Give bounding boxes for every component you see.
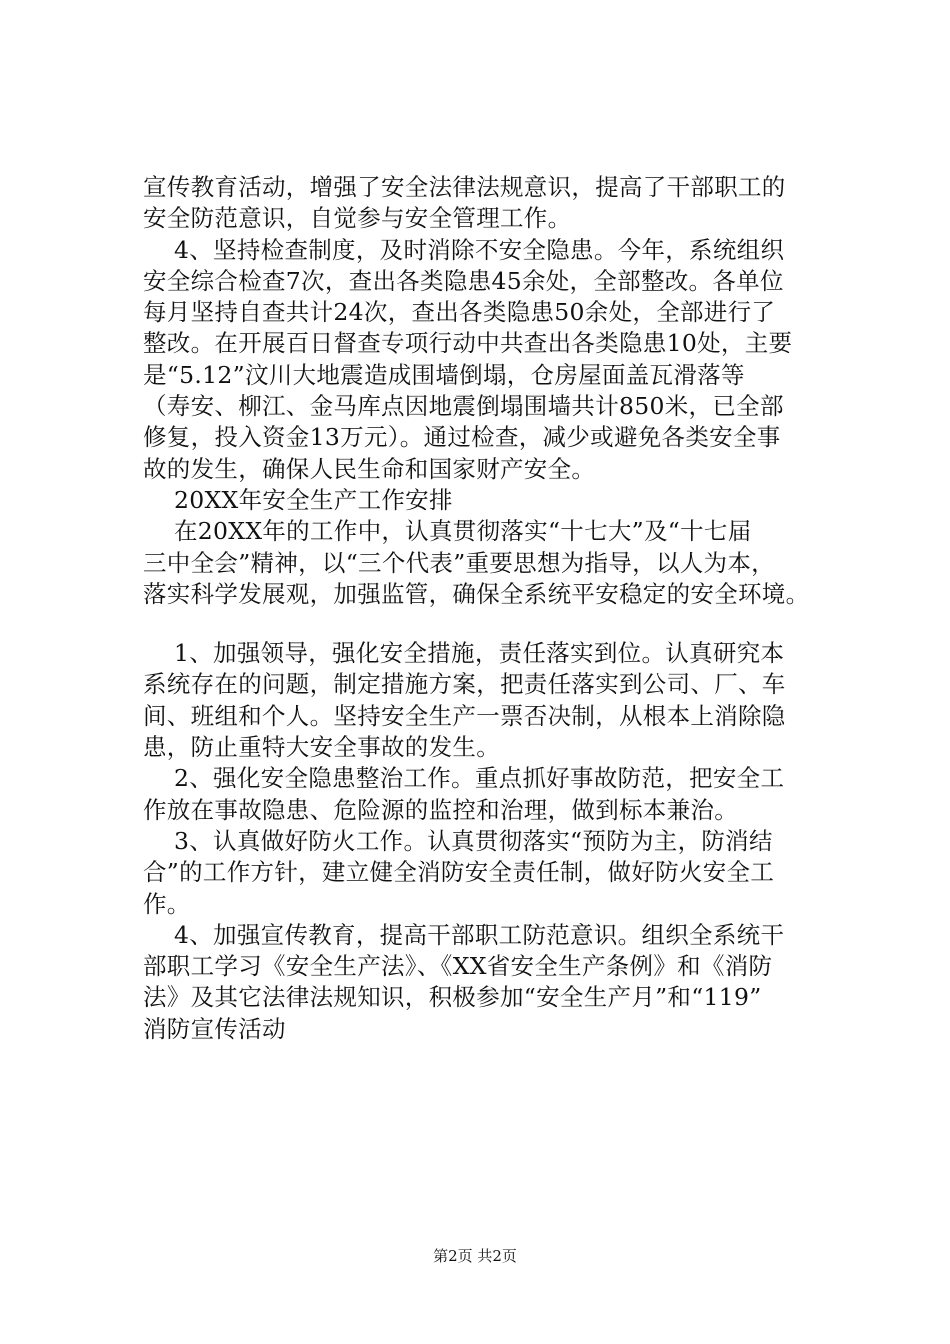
text-line: 1、加强领导，强化安全措施，责任落实到位。认真研究本 — [174, 639, 785, 668]
paragraph — [143, 826, 843, 920]
text-line: 合”的工作方针，建立健全消防安全责任制，做好防火安全工 — [143, 858, 775, 887]
text-line: 消防宣传活动 — [143, 1014, 286, 1043]
text-line: （寿安、柳江、金马库点因地震倒塌围墙共计850米，已全部 — [143, 392, 784, 421]
text-line: 3、认真做好防火工作。认真贯彻落实“预防为主，防消结 — [174, 826, 773, 855]
text-line: 间、班组和个人。坚持安全生产一票否决制，从根本上消除隐 — [143, 701, 786, 730]
text-line: 宣传教育活动，增强了安全法律法规意识，提高了干部职工的 — [143, 173, 786, 201]
text-line: 4、加强宣传教育，提高干部职工防范意识。组织全系统干 — [174, 920, 785, 949]
text-line: 安全综合检查7次，查出各类隐患45余处，全部整改。各单位 — [143, 266, 784, 295]
page-footer: 第2页 共2页 — [433, 1247, 517, 1265]
paragraph — [143, 763, 843, 826]
paragraph — [143, 516, 843, 610]
text-line: 作放在事故隐患、危险源的监控和治理，做到标本兼治。 — [143, 795, 738, 824]
paragraph — [143, 235, 843, 485]
text-line: 在20XX年的工作中，认真贯彻落实“十七大”及“十七届 — [174, 517, 752, 546]
paragraph — [143, 920, 843, 1045]
text-line: 部职工学习《安全生产法》、《XX省安全生产条例》和《消防 — [143, 952, 773, 981]
text-line: 作。 — [143, 889, 191, 918]
text-line: 三中全会”精神，以“三个代表”重要思想为指导，以人为本， — [143, 548, 775, 577]
paragraph — [143, 172, 843, 235]
text-line: 修复，投入资金13万元）。通过检查，减少或避免各类安全事 — [143, 423, 781, 452]
text-line: 故的发生，确保人民生命和国家财产安全。 — [143, 454, 596, 483]
text-line: 系统存在的问题，制定措施方案，把责任落实到公司、厂、车 — [143, 670, 786, 699]
text-line: 2、强化安全隐患整治工作。重点抓好事故防范，把安全工 — [174, 764, 785, 793]
text-line: 每月坚持自查共计24次，查出各类隐患50余处，全部进行了 — [143, 298, 776, 327]
text-line: 法》及其它法律法规知识，积极参加“安全生产月”和“119” — [143, 983, 762, 1012]
text-line: 落实科学发展观，加强监管，确保全系统平安稳定的安全环境。 — [143, 579, 810, 608]
paragraph-spacer — [143, 610, 843, 638]
text-line: 4、坚持检查制度，及时消除不安全隐患。今年，系统组织 — [174, 235, 785, 264]
document-body — [143, 172, 843, 1045]
text-line: 安全防范意识，自觉参与安全管理工作。 — [143, 204, 572, 233]
text-line: 20XX年安全生产工作安排 — [174, 485, 453, 514]
text-line: 整改。在开展百日督查专项行动中共查出各类隐患10处，主要 — [143, 329, 793, 358]
paragraph — [143, 485, 843, 516]
text-line: 患，防止重特大安全事故的发生。 — [143, 733, 500, 762]
paragraph — [143, 638, 843, 763]
text-line: 是“5.12”汶川大地震造成围墙倒塌，仓房屋面盖瓦滑落等 — [143, 360, 745, 389]
